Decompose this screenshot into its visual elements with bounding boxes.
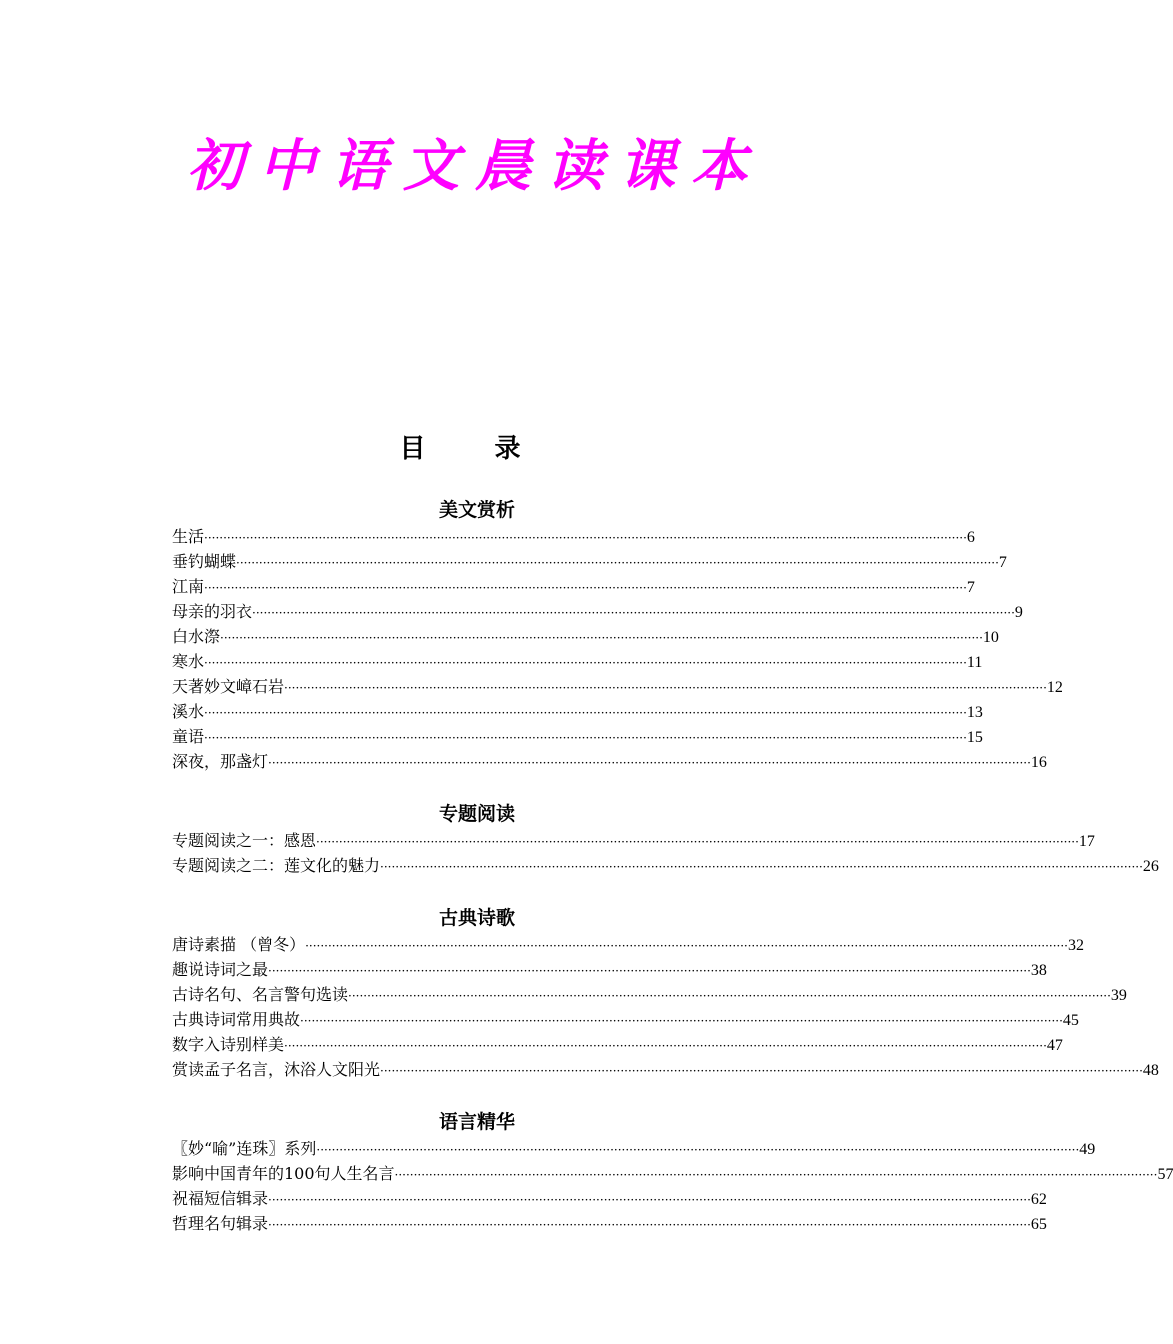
toc-entry-label: 溪水 — [172, 702, 205, 721]
toc-section — [172, 904, 1159, 1082]
toc-entry-label: 赏读孟子名言，沐浴人文阳光 — [172, 1060, 381, 1079]
toc-entry-page: 7 — [998, 554, 1007, 571]
dot-leader: ········································································································································································································ — [204, 656, 967, 670]
dot-leader: ········································································································································································································ — [348, 989, 1111, 1003]
toc-entry[interactable] — [172, 749, 1047, 774]
toc-section — [172, 1108, 1173, 1236]
dot-leader: ········································································································································································································ — [316, 835, 1079, 849]
toc-entry-page: 16 — [1030, 754, 1047, 771]
toc-entry-label: 生活 — [172, 527, 205, 546]
dot-leader: ········································································································································································································ — [252, 606, 1015, 620]
toc-entry-label: 古典诗词常用典故 — [172, 1010, 301, 1029]
toc-entry[interactable] — [172, 674, 1063, 699]
toc-entry-label: 〖妙“喻”连珠〗系列 — [172, 1139, 317, 1158]
toc-entry[interactable] — [172, 932, 1084, 957]
toc-entry-label: 天著妙文嶂石岩 — [172, 677, 285, 696]
toc-entry-page: 10 — [982, 629, 999, 646]
toc-entry-label: 专题阅读之一：感恩 — [172, 831, 317, 850]
toc-entry-label: 哲理名句辑录 — [172, 1214, 269, 1233]
dot-leader: ········································································································································································································ — [284, 1039, 1047, 1053]
dot-leader: ········································································································································································································ — [204, 731, 967, 745]
toc-entry[interactable] — [172, 1161, 1173, 1186]
dot-leader: ········································································································································································································ — [284, 681, 1047, 695]
toc-entry-page: 17 — [1078, 833, 1095, 850]
toc-entry-label: 古诗名句、名言警句选读 — [172, 985, 349, 1004]
dot-leader: ········································································································································································································ — [268, 964, 1031, 978]
toc-entry-page: 49 — [1079, 1141, 1096, 1158]
section-title: 语言精华 — [438, 1111, 515, 1133]
toc-entry[interactable] — [172, 1032, 1063, 1057]
toc-entry-page: 62 — [1030, 1191, 1047, 1208]
toc-entry-page: 32 — [1067, 937, 1084, 954]
toc-entry-label: 数字入诗别样美 — [172, 1035, 285, 1054]
dot-leader: ········································································································································································································ — [204, 531, 967, 545]
toc-entry[interactable] — [172, 574, 975, 599]
toc-entry-page: 13 — [966, 704, 983, 721]
dot-leader: ········································································································································································································ — [316, 1143, 1080, 1157]
toc-entry[interactable] — [172, 649, 983, 674]
toc-entry-label: 影响中国青年的100句人生名言 — [172, 1164, 395, 1183]
dot-leader: ········································································································································································································ — [220, 631, 983, 645]
toc-entry-page: 6 — [966, 529, 975, 546]
toc-entry[interactable] — [172, 599, 1023, 624]
toc-entry[interactable] — [172, 828, 1095, 853]
toc-entry-page: 11 — [966, 654, 983, 671]
dot-leader: ········································································································································································································ — [380, 860, 1143, 874]
toc-entry-label: 母亲的羽衣 — [172, 602, 253, 621]
document-title: 初中语文晨读课本 — [187, 133, 763, 199]
toc-entry[interactable] — [172, 1007, 1079, 1032]
toc-entry[interactable] — [172, 853, 1159, 878]
toc-entry-page: 7 — [966, 579, 975, 596]
toc-entry-label: 祝福短信辑录 — [172, 1189, 269, 1208]
section-title: 专题阅读 — [438, 803, 515, 825]
dot-leader: ········································································································································································································ — [305, 939, 1068, 953]
toc-entry-page: 57 — [1157, 1166, 1173, 1183]
toc-entry[interactable] — [172, 957, 1047, 982]
toc-entry[interactable] — [172, 1136, 1096, 1161]
toc-entry-label: 寒水 — [172, 652, 205, 671]
toc-entry-page: 9 — [1014, 604, 1023, 621]
section-title: 美文赏析 — [438, 499, 515, 521]
toc-entry[interactable] — [172, 1211, 1047, 1236]
toc-entry-page: 48 — [1142, 1062, 1159, 1079]
toc-entry-label: 江南 — [172, 577, 205, 596]
toc-entry[interactable] — [172, 724, 983, 749]
toc-heading: 目 录 — [399, 434, 551, 464]
toc-entry-page: 65 — [1030, 1216, 1047, 1233]
dot-leader: ········································································································································································································ — [380, 1064, 1143, 1078]
toc-entry[interactable] — [172, 1057, 1159, 1082]
dot-leader: ········································································································································································································ — [268, 1218, 1031, 1232]
dot-leader: ········································································································································································································ — [204, 706, 967, 720]
toc-entry[interactable] — [172, 524, 975, 549]
toc-entry-label: 垂钓蝴蝶 — [172, 552, 237, 571]
toc-entry[interactable] — [172, 624, 999, 649]
toc-entry-page: 12 — [1046, 679, 1063, 696]
toc-entry-page: 39 — [1110, 987, 1127, 1004]
toc-entry-label: 童语 — [172, 727, 205, 746]
toc-entry-label: 专题阅读之二：莲文化的魅力 — [172, 856, 381, 875]
toc-entry-page: 47 — [1046, 1037, 1063, 1054]
toc-entry-page: 45 — [1062, 1012, 1079, 1029]
dot-leader: ········································································································································································································ — [204, 581, 967, 595]
toc-entry-label: 唐诗素描 （曾冬） — [172, 935, 306, 954]
toc-entry-page: 15 — [966, 729, 983, 746]
toc-entry[interactable] — [172, 982, 1127, 1007]
toc-entry-page: 26 — [1142, 858, 1159, 875]
dot-leader: ········································································································································································································ — [300, 1014, 1063, 1028]
toc-entry-label: 趣说诗词之最 — [172, 960, 269, 979]
table-of-contents — [172, 496, 1173, 1262]
toc-entry[interactable] — [172, 1186, 1047, 1211]
dot-leader: ········································································································································································································ — [236, 556, 999, 570]
dot-leader: ········································································································································································································ — [268, 1193, 1031, 1207]
toc-section — [172, 800, 1159, 878]
toc-entry[interactable] — [172, 699, 983, 724]
section-title: 古典诗歌 — [438, 907, 515, 929]
toc-section — [172, 496, 1063, 774]
toc-entry[interactable] — [172, 549, 1007, 574]
toc-entry-page: 38 — [1030, 962, 1047, 979]
toc-entry-label: 深夜，那盏灯 — [172, 752, 269, 771]
dot-leader: ········································································································································································································ — [268, 756, 1031, 770]
dot-leader: ········································································································································································································ — [394, 1168, 1158, 1182]
toc-entry-label: 白水漈 — [172, 627, 221, 646]
